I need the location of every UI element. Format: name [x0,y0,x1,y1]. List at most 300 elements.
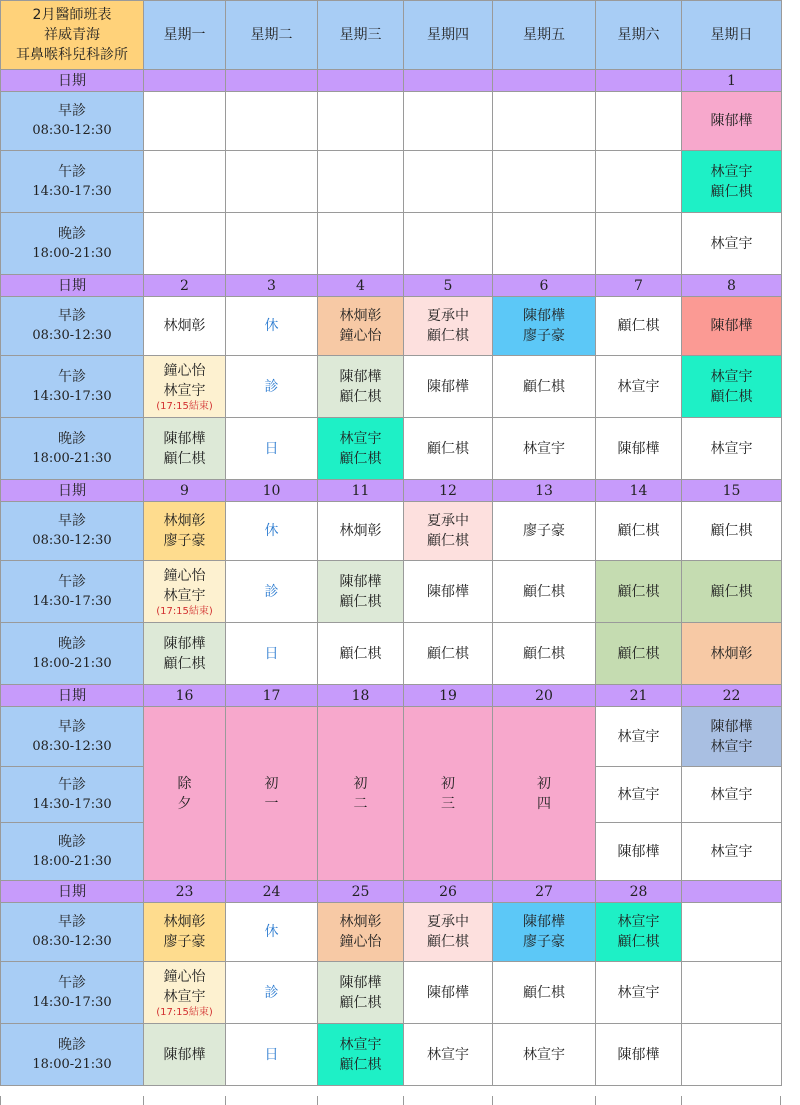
shift-cell [144,213,226,275]
doctor-name: 顧仁棋 [339,994,382,1011]
date-cell: 15 [682,480,782,502]
doctor-name: 夏承中 [427,914,469,930]
doctor-name: 林宣宇 [427,1046,469,1063]
title-line: 祥威青海 [44,27,100,43]
date-cell: 12 [404,480,493,502]
doctor-name: 鐘心怡 [163,968,206,985]
session-name: 早診 [58,718,86,735]
doctor-name: 廖子豪 [163,533,206,549]
doctor-name: 陳郁樺 [617,1046,660,1063]
doctor-name: 林宣宇 [523,440,565,457]
shift-cell [144,502,226,561]
shift-cell [404,903,493,962]
holiday-char: 初 [537,775,551,792]
shift-cell [318,213,404,275]
date-cell: 8 [682,275,782,297]
session-name: 晚診 [58,833,86,850]
holiday-char: 初 [441,775,455,792]
date-label: 日期 [1,881,144,903]
session-name: 晚診 [58,1036,86,1053]
doctor-name: 夏承中 [427,513,469,529]
session-name: 早診 [58,513,86,529]
shift-cell [493,502,596,561]
session-label [1,92,144,151]
shift-cell [493,356,596,418]
shift-cell [682,823,782,881]
doctor-name: 陳郁樺 [427,378,469,395]
date-cell: 24 [226,881,318,903]
shift-cell [318,561,404,623]
shift-cell [682,418,782,480]
doctor-name: 顧仁棋 [427,440,469,457]
session-time: 08:30-12:30 [32,934,112,949]
date-cell: 10 [226,480,318,502]
shift-cell [596,903,682,962]
doctor-name: 日 [264,1046,279,1063]
doctor-name: 診 [264,378,279,395]
session-name: 午診 [58,368,86,385]
doctor-name: 林宣宇 [710,368,753,385]
doctor-name: 陳郁樺 [427,583,469,600]
date-cell: 19 [404,685,493,707]
date-cell [318,70,404,92]
shift-cell [493,418,596,480]
weekday-header: 星期三 [318,1,404,70]
session-time: 08:30-12:30 [32,533,112,548]
shift-cell [226,623,318,685]
shift-cell [144,151,226,213]
doctor-name: 鐘心怡 [339,934,382,950]
header-row [1,1,782,70]
session-row [1,561,782,623]
shift-cell [144,297,226,356]
date-cell: 14 [596,480,682,502]
holiday-cell [404,707,493,881]
doctor-name: 林宣宇 [617,728,660,745]
doctor-name: 日 [264,440,279,457]
holiday-char: 三 [441,795,455,812]
doctor-name: 林炯彰 [339,308,382,324]
table-continuation [0,1096,800,1105]
doctor-name: 顧仁棋 [523,645,565,662]
doctor-name: 鐘心怡 [339,328,382,344]
doctor-name: 林炯彰 [163,914,206,930]
date-row [1,70,782,92]
weekday-header: 星期六 [596,1,682,70]
shift-cell [596,92,682,151]
doctor-name: 陳郁樺 [163,430,206,447]
shift-cell [318,623,404,685]
doctor-name: 顧仁棋 [163,450,206,467]
date-label: 日期 [1,480,144,502]
doctor-name: 顧仁棋 [523,378,565,395]
shift-cell [596,767,682,823]
shift-cell [404,418,493,480]
doctor-name: 顧仁棋 [523,984,565,1001]
session-time: 18:00-21:30 [32,1056,112,1072]
session-name: 午診 [58,573,86,590]
date-cell: 26 [404,881,493,903]
shift-cell [493,962,596,1024]
shift-cell [682,623,782,685]
shift-cell [682,962,782,1024]
session-time: 14:30-17:30 [32,183,112,199]
shift-cell [318,418,404,480]
shift-cell [226,92,318,151]
doctor-name: 廖子豪 [163,934,206,950]
doctor-name: 林宣宇 [710,163,753,180]
shift-cell [144,1024,226,1086]
session-row [1,297,782,356]
shift-cell [226,903,318,962]
end-time-note: (17:15結束) [156,1006,213,1018]
date-cell: 23 [144,881,226,903]
holiday-cell [493,707,596,881]
shift-cell [318,356,404,418]
doctor-name: 陳郁樺 [339,573,382,590]
doctor-name: 陳郁樺 [523,308,565,324]
shift-cell [404,1024,493,1086]
doctor-name: 林宣宇 [617,984,660,1001]
shift-cell [144,561,226,623]
doctor-name: 廖子豪 [523,523,565,539]
date-row [1,685,782,707]
session-row [1,356,782,418]
shift-cell [144,623,226,685]
continuation-line [0,1096,1,1105]
date-cell: 3 [226,275,318,297]
doctor-name: 陳郁樺 [339,974,382,991]
shift-cell [144,418,226,480]
shift-cell [144,92,226,151]
shift-cell [318,1024,404,1086]
shift-cell [682,356,782,418]
session-label [1,767,144,823]
session-row [1,151,782,213]
shift-cell [144,962,226,1024]
session-row [1,623,782,685]
session-label [1,903,144,962]
date-cell [682,881,782,903]
doctor-name: 顧仁棋 [427,934,469,950]
shift-cell [318,297,404,356]
date-cell: 25 [318,881,404,903]
session-label [1,213,144,275]
date-cell [144,70,226,92]
shift-cell [682,767,782,823]
shift-cell [682,297,782,356]
session-time: 18:00-21:30 [32,655,112,671]
session-label [1,561,144,623]
holiday-cell [226,707,318,881]
doctor-name: 鐘心怡 [163,567,206,584]
shift-cell [596,561,682,623]
doctor-name: 林炯彰 [163,513,206,529]
doctor-name: 顧仁棋 [339,593,382,610]
date-cell: 13 [493,480,596,502]
session-label [1,151,144,213]
holiday-char: 初 [264,775,279,792]
session-label [1,297,144,356]
doctor-name: 林宣宇 [710,235,753,252]
date-row [1,275,782,297]
doctor-name: 林宣宇 [710,843,753,860]
doctor-name: 林宣宇 [710,440,753,457]
shift-cell [596,151,682,213]
session-row [1,213,782,275]
shift-cell [596,418,682,480]
date-cell: 28 [596,881,682,903]
end-time-note: (17:15結束) [156,400,213,412]
shift-cell [404,561,493,623]
session-label [1,623,144,685]
session-row [1,707,782,767]
date-row [1,480,782,502]
shift-cell [596,962,682,1024]
shift-cell [493,623,596,685]
session-label [1,962,144,1024]
session-time: 18:00-21:30 [32,245,112,261]
shift-cell [226,213,318,275]
session-row [1,418,782,480]
date-cell: 7 [596,275,682,297]
shift-cell [226,1024,318,1086]
continuation-line [143,1096,144,1105]
session-name: 午診 [58,974,86,991]
date-cell: 18 [318,685,404,707]
holiday-cell [144,707,226,881]
shift-cell [493,151,596,213]
date-cell [493,70,596,92]
continuation-line [492,1096,493,1105]
doctor-name: 顧仁棋 [617,523,660,539]
doctor-name: 顧仁棋 [710,388,753,405]
shift-cell [318,151,404,213]
doctor-name: 林宣宇 [339,430,382,447]
doctor-name: 顧仁棋 [617,583,660,600]
doctor-name: 林宣宇 [163,382,206,399]
weekday-header: 星期四 [404,1,493,70]
date-cell: 5 [404,275,493,297]
shift-cell [493,561,596,623]
date-cell: 22 [682,685,782,707]
shift-cell [226,561,318,623]
shift-cell [682,151,782,213]
doctor-name: 休 [264,318,279,334]
session-label [1,1024,144,1086]
doctor-name: 陳郁樺 [617,440,660,457]
doctor-name: 林宣宇 [617,914,660,930]
session-time: 14:30-17:30 [32,796,112,812]
doctor-name: 日 [264,645,279,662]
session-name: 午診 [58,163,86,180]
session-time: 08:30-12:30 [32,123,112,138]
session-label [1,356,144,418]
session-row [1,903,782,962]
doctor-name: 顧仁棋 [427,645,469,662]
date-label: 日期 [1,275,144,297]
title-line: 耳鼻喉科兒科診所 [16,47,128,63]
doctor-name: 廖子豪 [523,328,565,344]
doctor-name: 陳郁樺 [339,368,382,385]
shift-cell [404,151,493,213]
doctor-name: 陳郁樺 [710,113,753,129]
shift-cell [493,297,596,356]
session-label [1,707,144,767]
schedule-title [1,1,144,70]
doctor-name: 林炯彰 [163,318,206,334]
continuation-line [681,1096,682,1105]
date-cell [226,70,318,92]
shift-cell [226,502,318,561]
shift-cell [596,823,682,881]
session-time: 14:30-17:30 [32,388,112,404]
date-cell: 16 [144,685,226,707]
doctor-name: 林炯彰 [710,645,753,662]
session-label [1,502,144,561]
holiday-char: 除 [177,775,192,792]
shift-cell [596,356,682,418]
doctor-name: 林宣宇 [163,988,206,1005]
session-time: 18:00-21:30 [32,450,112,466]
doctor-name: 陳郁樺 [163,635,206,652]
shift-cell [318,962,404,1024]
doctor-name: 林宣宇 [710,738,753,755]
doctor-name: 林宣宇 [617,786,660,803]
doctor-name: 顧仁棋 [523,583,565,600]
shift-cell [493,92,596,151]
session-time: 08:30-12:30 [32,738,112,754]
shift-cell [226,962,318,1024]
date-row [1,881,782,903]
date-cell: 6 [493,275,596,297]
session-row [1,92,782,151]
shift-cell [318,92,404,151]
shift-cell [226,151,318,213]
shift-cell [144,903,226,962]
date-cell: 4 [318,275,404,297]
session-name: 早診 [58,308,86,324]
session-time: 08:30-12:30 [32,328,112,343]
holiday-char: 二 [353,795,368,812]
shift-cell [682,1024,782,1086]
shift-cell [404,502,493,561]
shift-cell [596,623,682,685]
weekday-header: 星期日 [682,1,782,70]
holiday-char: 一 [264,795,279,812]
doctor-name: 夏承中 [427,308,469,324]
doctor-name: 顧仁棋 [339,388,382,405]
doctor-name: 顧仁棋 [339,1056,382,1073]
doctor-name: 顧仁棋 [427,533,469,549]
doctor-name: 顧仁棋 [163,655,206,672]
shift-cell [682,213,782,275]
shift-cell [144,356,226,418]
shift-cell [682,502,782,561]
continuation-line [317,1096,318,1105]
doctor-name: 廖子豪 [523,934,565,950]
date-cell [596,70,682,92]
holiday-char: 初 [353,775,368,792]
shift-cell [318,903,404,962]
doctor-name: 林炯彰 [339,914,382,930]
shift-cell [404,356,493,418]
session-name: 晚診 [58,225,86,242]
session-row [1,502,782,561]
doctor-name: 休 [264,924,279,940]
shift-cell [682,707,782,767]
date-cell: 27 [493,881,596,903]
doctor-name: 顧仁棋 [427,328,469,344]
doctor-name: 陳郁樺 [427,984,469,1001]
doctor-name: 顧仁棋 [617,645,660,662]
doctor-name: 林宣宇 [163,587,206,604]
holiday-char: 夕 [177,795,192,812]
doctor-name: 陳郁樺 [523,914,565,930]
doctor-name: 陳郁樺 [617,843,660,860]
doctor-name: 顧仁棋 [617,934,660,950]
date-cell: 20 [493,685,596,707]
doctor-name: 診 [264,583,279,600]
doctor-name: 顧仁棋 [339,450,382,467]
session-label [1,418,144,480]
doctor-name: 林宣宇 [617,378,660,395]
doctor-name: 診 [264,984,279,1001]
session-time: 14:30-17:30 [32,593,112,609]
continuation-line [780,1096,781,1105]
doctor-name: 顧仁棋 [339,645,382,662]
session-label [1,823,144,881]
doctor-name: 林宣宇 [710,786,753,803]
date-cell [404,70,493,92]
date-label: 日期 [1,70,144,92]
weekday-header: 星期一 [144,1,226,70]
doctor-name: 林宣宇 [339,1036,382,1053]
shift-cell [596,707,682,767]
date-label: 日期 [1,685,144,707]
shift-cell [682,903,782,962]
session-time: 14:30-17:30 [32,994,112,1010]
date-cell: 11 [318,480,404,502]
doctor-name: 陳郁樺 [163,1046,206,1063]
doctor-name: 林炯彰 [339,523,382,539]
session-name: 晚診 [58,635,86,652]
shift-cell [596,213,682,275]
date-cell: 9 [144,480,226,502]
doctor-name: 林宣宇 [523,1046,565,1063]
weekday-header: 星期二 [226,1,318,70]
shift-cell [226,356,318,418]
shift-cell [682,561,782,623]
session-name: 晚診 [58,430,86,447]
date-cell: 21 [596,685,682,707]
shift-cell [596,297,682,356]
end-time-note: (17:15結束) [156,605,213,617]
date-cell: 2 [144,275,226,297]
holiday-cell [318,707,404,881]
doctor-name: 陳郁樺 [710,718,753,735]
session-name: 午診 [58,776,86,793]
session-row [1,1024,782,1086]
shift-cell [493,213,596,275]
continuation-line [403,1096,404,1105]
session-name: 早診 [58,914,86,930]
holiday-char: 四 [537,795,551,812]
date-cell: 1 [682,70,782,92]
shift-cell [318,502,404,561]
doctor-name: 陳郁樺 [710,318,753,334]
doctor-name: 顧仁棋 [710,523,753,539]
